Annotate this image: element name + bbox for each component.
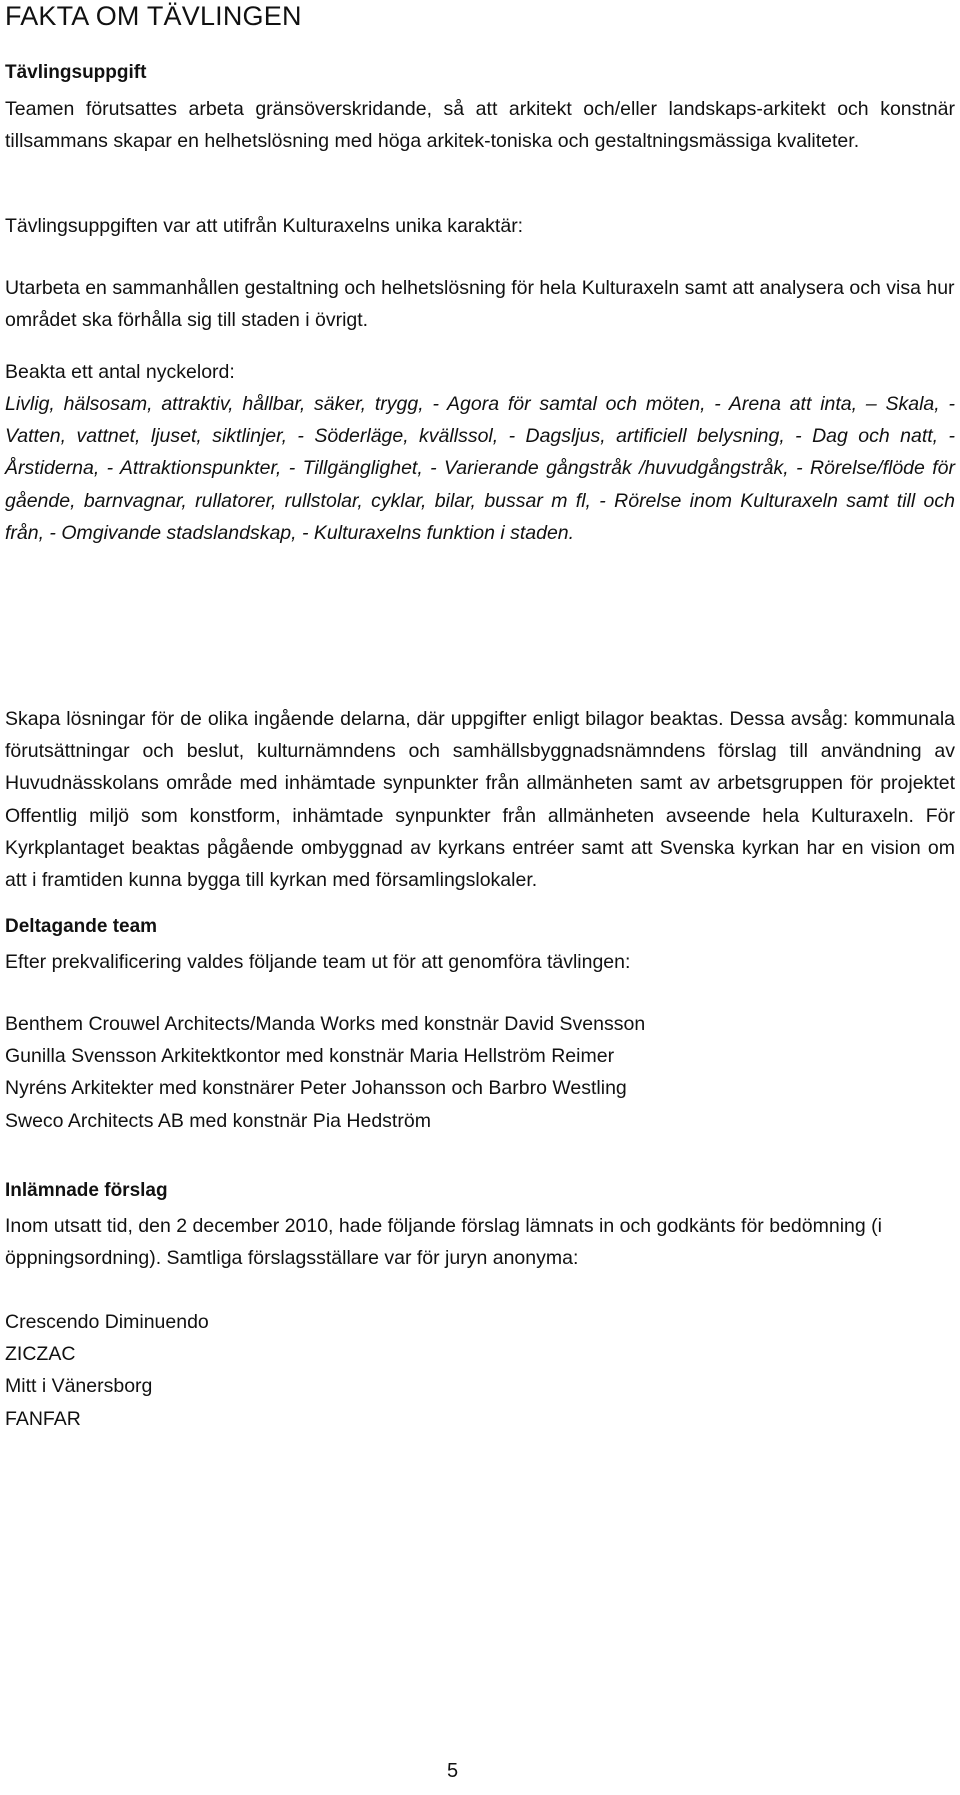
task-paragraph-4: Skapa lösningar för de olika ingående delarna, där uppgifter enligt bilagor beaktas. Dessa avsåg: kommunala förutsättningar och beslut, kulturnämndens och samhällsbyggnadsnämndens förslag till användning av Huvudnässkolans område med inhämtade synpunkter från allmänheten samt av arbetsgruppen för projektet Offentlig miljö som konstform, inhämtade synpunkter från allmänheten avseende hela Kulturaxeln. För Kyrkplantaget beaktas pågående ombyggnad av kyrkans entréer samt att Svenska kyrkan har en vision om att i framtiden kunna bygga till kyrkan med församlingslokaler. [5, 708, 955, 892]
page-number: 5 [447, 1760, 459, 1782]
keywords-list: Livlig, hälsosam, attraktiv, hållbar, säker, trygg, - Agora för samtal och möten, - Arena att inta, – Skala, - Vatten, vattnet, ljuset, siktlinjer, - Söderläge, kvällssol, - Dagsljus, artificiell belysning, - Dag och natt, - Årstiderna, - Attraktionspunkter, - Tillgänglighet, - Varierande gångstråk /huvudgångstråk, - Rörelse/flöde för gående, barnvagnar, rullatorer, rullstolar, cyklar, bilar, bussar m fl, - Rörelse inom Kulturaxeln samt till och från, - Omgivande stadslandskap, - Kulturaxelns funktion i staden. [5, 393, 955, 544]
proposal-item: Mitt i Vänersborg [5, 1375, 153, 1398]
team-item: Benthem Crouwel Architects/Manda Works med konstnär David Svensson [5, 1013, 646, 1035]
submitted-list [5, 1306, 955, 1435]
teams-list [5, 1008, 955, 1137]
submitted-paragraph: Inom utsatt tid, den 2 december 2010, hade följande förslag lämnats in och godkänts för bedömning (i öppningsordning). Samtliga förslagsställare var för juryn anonyma: [5, 1215, 882, 1270]
teams-intro: Efter prekvalificering valdes följande team ut för att genomföra tävlingen: [5, 951, 631, 973]
page-title: FAKTA OM TÄVLINGEN [5, 1, 302, 31]
proposal-item: FANFAR [5, 1407, 81, 1430]
task-paragraph-3: Utarbeta en sammanhållen gestaltning och helhetslösning för hela Kulturaxeln samt att analysera och visa hur området ska förhålla sig till staden i övrigt. [5, 277, 955, 332]
section-heading-task: Tävlingsuppgift [5, 62, 147, 83]
team-item: Nyréns Arkitekter med konstnärer Peter Johansson och Barbro Westling [5, 1077, 627, 1100]
section-heading-teams: Deltagande team [5, 916, 158, 937]
proposal-item: ZICZAC [5, 1343, 76, 1366]
proposal-item: Crescendo Diminuendo [5, 1311, 209, 1333]
task-paragraph-1: Teamen förutsattes arbeta gränsöverskridande, så att arkitekt och/eller landskaps-arkitekt och konstnär tillsammans skapar en helhetslösning med höga arkitek-toniska och gestaltningsmässiga kvaliteter. [5, 98, 955, 153]
task-paragraph-2: Tävlingsuppgiften var att utifrån Kulturaxelns unika karaktär: [5, 215, 524, 237]
team-item: Gunilla Svensson Arkitektkontor med konstnär Maria Hellström Reimer [5, 1045, 615, 1068]
section-heading-submitted: Inlämnade förslag [5, 1180, 168, 1201]
team-item: Sweco Architects AB med konstnär Pia Hedström [5, 1109, 431, 1132]
keywords-intro: Beakta ett antal nyckelord: [5, 361, 235, 383]
